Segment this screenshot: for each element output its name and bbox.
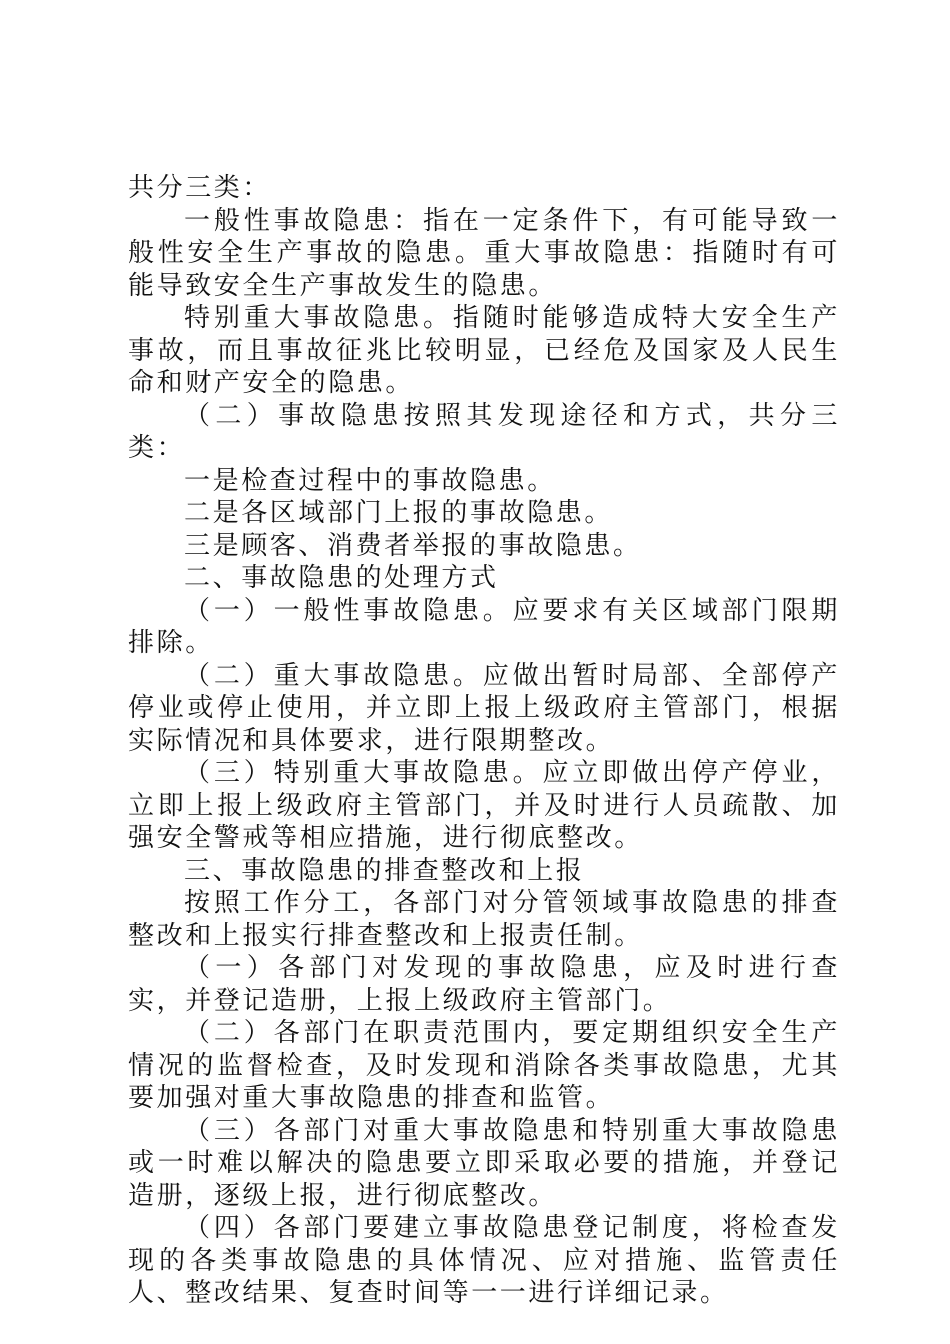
paragraph-discovery-3: 三是顾客、消费者举报的事故隐患。 [184,530,642,561]
paragraph-reporting-intro: 按照工作分工，各部门对分管领域事故隐患的排查整改和上报实行排查整改和上报责任制。 [128,888,840,951]
paragraph-handling-2: （二）重大事故隐患。应做出暂时局部、全部停产停业或停止使用，并立即上报上级政府主管部门，根据实际情况和具体要求，进行限期整改。 [128,660,840,756]
document-body [128,172,840,1310]
paragraph-reporting-3: （三）各部门对重大事故隐患和特别重大事故隐患或一时难以解决的隐患要立即采取必要的措施，并登记造册，逐级上报，进行彻底整改。 [128,1115,840,1211]
paragraph-discovery-heading: （二）事故隐患按照其发现途径和方式，共分三类： [128,400,840,463]
paragraph-handling-3: （三）特别重大事故隐患。应立即做出停产停业，立即上报上级政府主管部门，并及时进行人员疏散、加强安全警戒等相应措施，进行彻底整改。 [128,758,840,853]
paragraph-handling-1: （一）一般性事故隐患。应要求有关区域部门限期排除。 [128,595,840,658]
paragraph-reporting-4: （四）各部门要建立事故隐患登记制度，将检查发现的各类事故隐患的具体情况、应对措施、监管责任人、整改结果、复查时间等一一进行详细记录。 [128,1213,840,1308]
paragraph-reporting-1: （一）各部门对发现的事故隐患，应及时进行查实，并登记造册，上报上级政府主管部门。 [128,953,840,1016]
paragraph-discovery-2: 二是各区域部门上报的事故隐患。 [184,498,614,528]
paragraph-major-hazard: 特别重大事故隐患。指随时能够造成特大安全生产事故，而且事故征兆比较明显，已经危及国家及人民生命和财产安全的隐患。 [128,303,840,398]
paragraph-discovery-1: 一是检查过程中的事故隐患。 [184,465,556,496]
paragraph-reporting-2: （二）各部门在职责范围内，要定期组织安全生产情况的监督检查，及时发现和消除各类事故隐患，尤其要加强对重大事故隐患的排查和监管。 [128,1018,840,1113]
section-heading-reporting: 三、事故隐患的排查整改和上报 [184,855,585,886]
section-heading-handling: 二、事故隐患的处理方式 [184,563,499,593]
paragraph-intro: 共分三类： [128,173,272,203]
paragraph-general-hazard: 一般性事故隐患：指在一定条件下，有可能导致一般性安全生产事故的隐患。重大事故隐患：指随时有可能导致安全生产事故发生的隐患。 [128,205,840,301]
